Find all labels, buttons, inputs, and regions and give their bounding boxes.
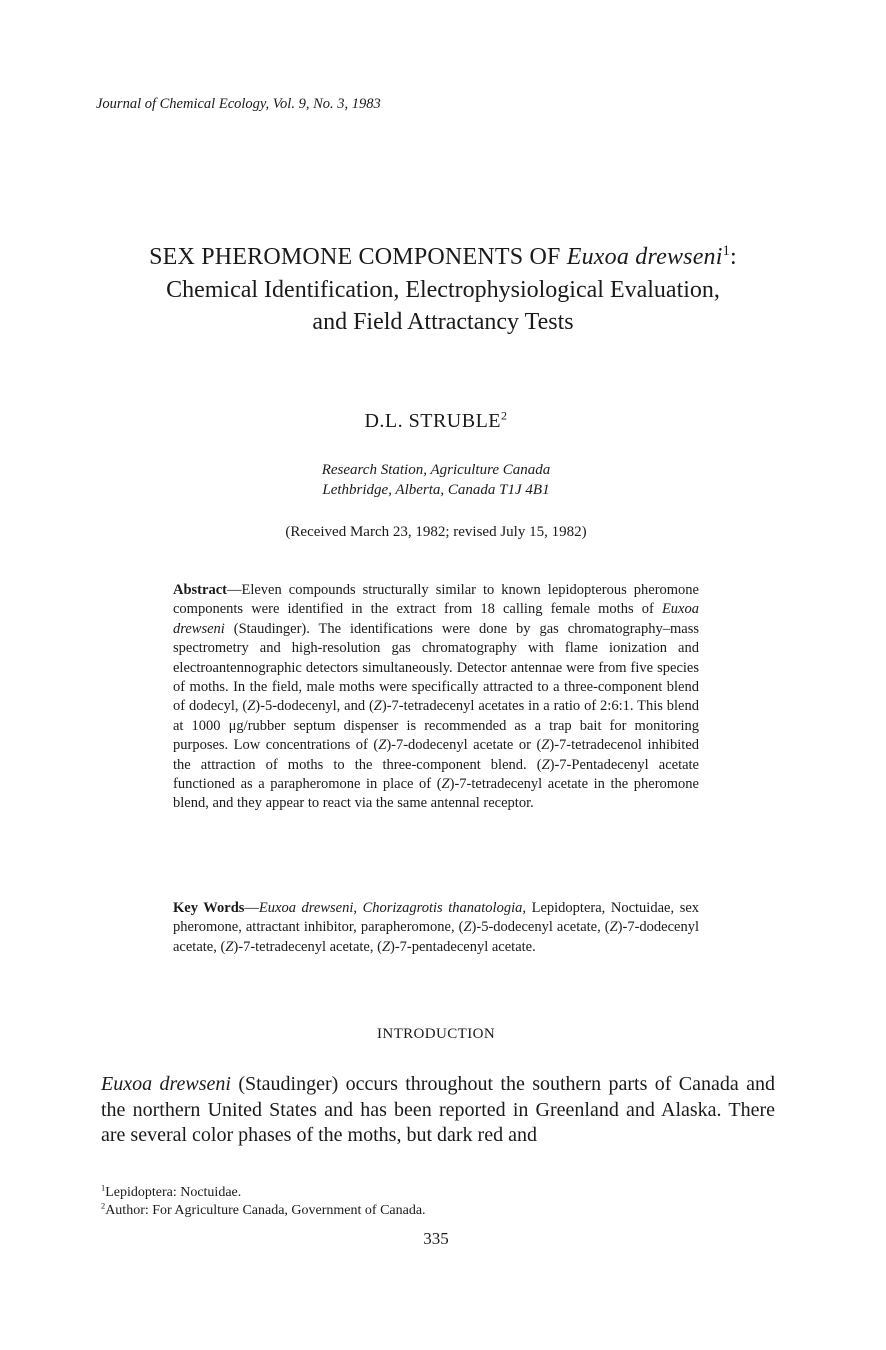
footnote-mark: 2 bbox=[101, 1201, 106, 1211]
abstract-z: Z bbox=[541, 737, 550, 754]
received-dates: (Received March 23, 1982; revised July 15, 1982) bbox=[285, 524, 587, 540]
abstract-text: )-7-tetradecenol inhibited the attraction of moths to the three-component blend. ( bbox=[173, 737, 700, 773]
title-line-3: and Field Attractancy Tests bbox=[312, 309, 574, 335]
title-line-1 bbox=[60, 244, 826, 271]
key-words-z: Z bbox=[225, 938, 234, 955]
introduction-paragraph bbox=[101, 1072, 775, 1149]
footnote-text: Author: For Agriculture Canada, Government of Canada. bbox=[105, 1203, 426, 1218]
title-line-2: Chemical Identification, Electrophysiological Evaluation, bbox=[166, 277, 720, 303]
abstract-z: Z bbox=[541, 756, 550, 773]
key-words-species: Chorizagrotis thanatologia bbox=[362, 900, 523, 916]
author-footnote-mark: 2 bbox=[501, 408, 508, 423]
abstract-z: Z bbox=[378, 737, 387, 754]
affiliation-line-1: Research Station, Agriculture Canada bbox=[321, 462, 551, 478]
key-words bbox=[173, 899, 699, 957]
footnote-text: Lepidoptera: Noctuidae. bbox=[105, 1185, 242, 1200]
key-words-text: )-7-dodecenyl acetate, ( bbox=[173, 919, 699, 955]
abstract-dash: — bbox=[226, 582, 242, 598]
journal-header: Journal of Chemical Ecology, Vol. 9, No. 3, 1983 bbox=[96, 96, 381, 112]
abstract-z: Z bbox=[441, 776, 450, 793]
key-words-text: )-7-tetradecenyl acetate, ( bbox=[233, 938, 382, 955]
abstract-text: )-7-tetradecenyl acetates in a ratio of 2:6:1. This blend at 1000 μg/rubber septum dispenser is recommended as a trap bait for monitoring purposes. Low concentrations of ( bbox=[173, 698, 699, 754]
key-words-separator: , bbox=[353, 900, 363, 916]
abstract-text: (Staudinger). The identifications were done by gas chromatography–mass spectrometry and high-resolution gas chromatography with flame ionization and electroantennographic detectors simultaneously. Detector antennae were from five species of moths. In the field, male moths were specifically attracted to a three-component blend of dodecyl, ( bbox=[173, 620, 699, 715]
abstract-z: Z bbox=[373, 698, 382, 715]
title-species: Euxoa drewseni bbox=[566, 244, 723, 270]
key-words-label: Key Words bbox=[173, 900, 245, 916]
key-words-z: Z bbox=[609, 919, 618, 936]
abstract-species: Euxoa drewseni bbox=[173, 601, 699, 637]
abstract-label: Abstract bbox=[173, 582, 227, 598]
abstract bbox=[173, 581, 699, 814]
key-words-text: )-7-pentadecenyl acetate. bbox=[390, 938, 536, 955]
abstract-text: )-5-dodecenyl, and ( bbox=[255, 698, 374, 715]
key-words-text: )-5-dodecenyl acetate, ( bbox=[471, 919, 610, 936]
key-words-z: Z bbox=[381, 938, 391, 955]
introduction-text: (Staudinger) occurs throughout the southern parts of Canada and the northern United States and has been reported in Greenland and Alaska. There are several color phases of the moths, but dark red and bbox=[101, 1073, 775, 1146]
author-name: D.L. STRUBLE bbox=[364, 410, 502, 432]
title-text: SEX PHEROMONE COMPONENTS OF bbox=[149, 244, 567, 270]
abstract-text: )-7-tetradecenyl acetate in the pheromone blend, and they appear to react via the same antennal receptor. bbox=[173, 776, 699, 812]
page-number: 335 bbox=[423, 1229, 449, 1248]
key-words-text: , Lepidoptera, Noctuidae, sex pheromone, attractant inhibitor, parapheromone, ( bbox=[173, 900, 700, 936]
title-footnote-mark: 1 bbox=[722, 243, 731, 259]
footnote-mark: 1 bbox=[101, 1183, 106, 1193]
abstract-text: )-7-Pentadecenyl acetate functioned as a parapheromone in place of ( bbox=[173, 756, 699, 793]
abstract-z: Z bbox=[247, 698, 256, 715]
key-words-species: Euxoa drewseni bbox=[258, 900, 354, 916]
author bbox=[0, 410, 872, 433]
title-colon: : bbox=[730, 244, 737, 270]
introduction-species: Euxoa drewseni bbox=[101, 1073, 231, 1095]
footnote-2 bbox=[101, 1203, 426, 1219]
section-heading-introduction: INTRODUCTION bbox=[376, 1026, 496, 1042]
footnote-1 bbox=[101, 1185, 241, 1201]
key-words-z: Z bbox=[463, 919, 472, 936]
abstract-text: Eleven compounds structurally similar to known lepidopterous pheromone components were identified in the extract from 18 calling female moths of bbox=[173, 582, 699, 618]
affiliation-line-2: Lethbridge, Alberta, Canada T1J 4B1 bbox=[322, 482, 550, 498]
abstract-text: )-7-dodecenyl acetate or ( bbox=[386, 737, 542, 754]
key-words-dash: — bbox=[244, 900, 259, 916]
